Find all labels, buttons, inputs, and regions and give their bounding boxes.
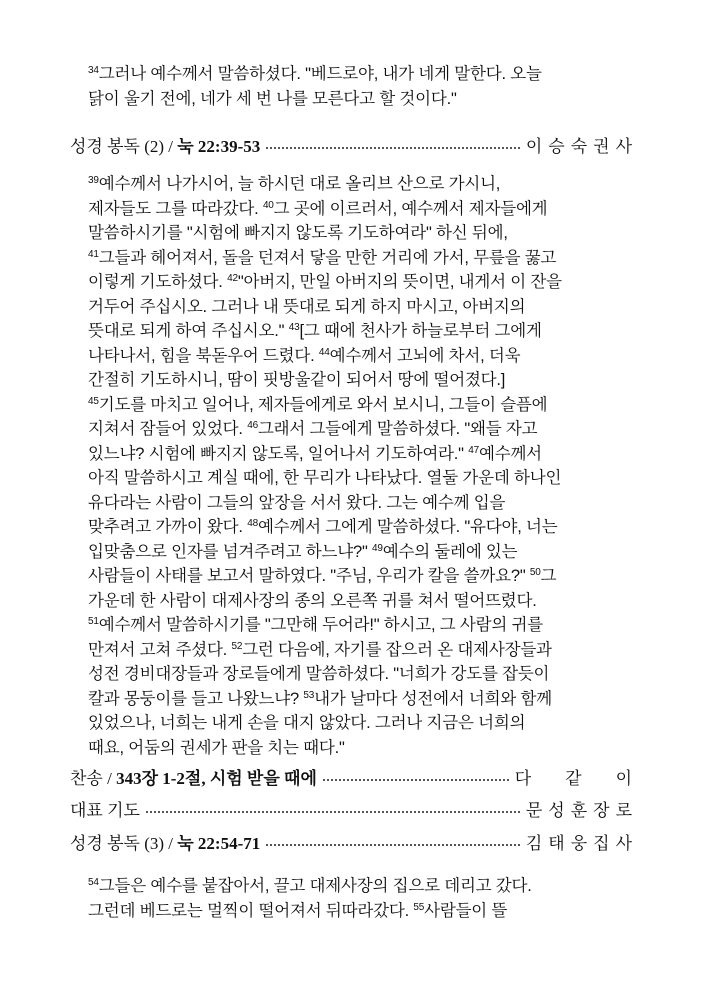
verse-text: 사람들이 사태를 보고서 말하였다. "주님, 우리가 칼을 쓸까요?" [88,567,530,585]
scripture-passage-2 [88,172,628,760]
verse-text: 예수의 둘레에 있는 [382,542,518,561]
order-item-reading-2 [70,130,638,158]
verse-text: 그들과 헤어져서, 돌을 던져서 닿을 만한 거리에 가서, 무릎을 꿇고 [98,248,557,267]
scripture-passage-1 [88,62,628,111]
verse-text: 아직 말씀하시고 계실 때에, 한 무리가 나타났다. 열둘 가운데 하나인 [88,469,562,487]
passage-line [88,87,628,112]
verse-text: 그런데 베드로는 멀찍이 떨어져서 뒤따라갔다. [88,901,414,920]
verse-text: 말씀하시기를 "시험에 빠지지 않도록 기도하여라" 하신 뒤에, [88,224,508,242]
verse-text: 그 곳에 이르러서, 예수께서 제자들에게 [273,199,548,218]
verse-text: 그들은 예수를 붙잡아서, 끌고 대제사장의 집으로 데리고 갔다. [98,877,532,895]
passage-line [88,466,628,491]
order-item-label: 성경 봉독 (3) / 눅 22:54-71 [70,833,261,853]
verse-text: 나타나서, 힘을 북돋우어 드렸다. [88,346,319,365]
verse-number: 51 [88,616,99,627]
verse-text: 예수께서 그에게 말씀하셨다. "유다야, 너는 [257,518,558,536]
verse-text: 예수께서 나가시어, 늘 하시던 대로 올리브 산으로 가시니, [98,175,501,193]
passage-line [88,874,628,899]
verse-text: 입맞춤으로 인자를 넘겨주려고 하느냐?" [88,542,372,561]
verse-text: 닭이 울기 전에, 네가 세 번 나를 모른다고 할 것이다." [88,89,457,108]
verse-number: 45 [88,395,99,407]
verse-text: 그런 다음에, 자기를 잡으러 온 대제사장들과 [242,640,552,659]
passage-line [88,540,628,565]
verse-text: 가운데 한 사람이 대제사장의 종의 오른쪽 귀를 쳐서 떨어뜨렸다. [88,591,537,610]
passage-line [88,736,628,761]
verse-text: 사람들이 뜰 [424,901,508,920]
scripture-passage-3 [88,874,628,923]
verse-number: 47 [468,444,479,456]
order-item-label: 찬송 / 343장 1-2절, 시험 받을 때에 [70,768,317,788]
verse-number: 48 [247,518,258,529]
passage-line [88,491,628,516]
verse-text: 예수께서 고뇌에 차서, 더욱 [329,346,521,365]
order-item-hymn [70,762,666,790]
order-item-person: 이승숙권사 [525,136,638,156]
passage-line [88,442,628,467]
verse-number: 42 [227,273,238,284]
passage-line [88,197,628,222]
verse-number: 46 [247,420,258,431]
passage-line [88,638,628,663]
passage-line [88,368,628,393]
verse-number: 41 [88,248,99,260]
verse-text: 예수께서 [478,444,542,463]
verse-text: "아버지, 만일 아버지의 뜻이면, 내게서 이 잔을 [237,273,562,291]
verse-number: 34 [88,65,99,76]
verse-number: 54 [88,877,99,888]
verse-text: 유다라는 사람이 그들의 앞장을 서서 왔다. 그는 예수께 입을 [88,493,506,512]
verse-text: 내가 날마다 성전에서 너희와 함께 [314,689,553,708]
order-item-prayer [70,794,638,822]
passage-line [88,393,628,418]
verse-text: 그러나 예수께서 말씀하셨다. "베드로야, 내가 네게 말한다. 오늘 [98,65,542,83]
order-item-person: 김태웅집사 [525,833,638,853]
passage-line [88,295,628,320]
order-item-reading-3 [70,827,638,855]
verse-text: 있었으나, 너희는 내게 손을 대지 않았다. 그러나 지금은 너희의 [88,714,526,732]
verse-number: 49 [372,542,383,554]
verse-text: 제자들도 그를 따라갔다. [88,199,263,218]
verse-text: 이렇게 기도하셨다. [88,273,228,291]
verse-text: 칼과 몽둥이를 들고 나왔느냐? [88,689,304,708]
passage-line [88,417,628,442]
verse-number: 55 [413,901,425,913]
verse-text: [그 때에 천사가 하늘로부터 그에게 [299,322,542,340]
order-item-person: 다같이 [514,768,666,788]
order-item-person: 문성훈장로 [525,800,638,820]
verse-number: 43 [288,322,300,333]
verse-number: 39 [88,175,99,186]
passage-line [88,246,628,271]
verse-text: 예수께서 말씀하시기를 "그만해 두어라!" 하시고, 그 사람의 귀를 [98,616,543,634]
scripture-reference: 눅 22:54-71 [177,833,261,853]
verse-text: 만져서 고쳐 주셨다. [88,640,232,659]
order-item-label: 성경 봉독 (2) / 눅 22:39-53 [70,136,261,156]
verse-number: 50 [529,567,541,578]
passage-line [88,662,628,687]
verse-number: 44 [318,346,330,358]
verse-number: 53 [303,689,315,701]
passage-line [88,270,628,295]
passage-line [88,62,628,87]
hymn-reference: 343장 1-2절, 시험 받을 때에 [116,768,317,788]
passage-line [88,564,628,589]
leader-dots [146,811,520,813]
passage-line [88,899,628,924]
leader-dots [266,147,520,149]
passage-line [88,221,628,246]
leader-dots [266,844,520,846]
scripture-reference: 눅 22:39-53 [177,136,261,156]
verse-number: 52 [231,640,243,652]
passage-line [88,589,628,614]
passage-line [88,613,628,638]
passage-line [88,344,628,369]
verse-text: 지쳐서 잠들어 있었다. [88,420,248,438]
verse-text: 있느냐? 시험에 빠지지 않도록, 일어나서 기도하여라." [88,444,469,463]
verse-text: 거두어 주십시오. 그러나 내 뜻대로 되게 하지 마시고, 아버지의 [88,297,526,316]
verse-text: 간절히 기도하시니, 땀이 핏방울같이 되어서 땅에 떨어졌다.] [88,371,506,389]
order-item-label: 대표 기도 [70,800,140,820]
verse-text: 뜻대로 되게 하여 주십시오." [88,322,289,340]
passage-line [88,515,628,540]
leader-dots [323,779,509,781]
verse-text: 성전 경비대장들과 장로들에게 말씀하셨다. "너희가 강도를 잡듯이 [88,665,550,683]
verse-text: 맞추려고 가까이 왔다. [88,518,248,536]
verse-text: 그 [540,567,557,585]
passage-line [88,172,628,197]
passage-line [88,711,628,736]
verse-number: 40 [262,199,274,211]
passage-line [88,319,628,344]
passage-line [88,687,628,712]
verse-text: 그래서 그들에게 말씀하셨다. "왜들 자고 [257,420,538,438]
verse-text: 때요, 어둠의 권세가 판을 치는 때다." [88,738,345,757]
verse-text: 기도를 마치고 일어나, 제자들에게로 와서 보시니, 그들이 슬픔에 [98,395,548,414]
